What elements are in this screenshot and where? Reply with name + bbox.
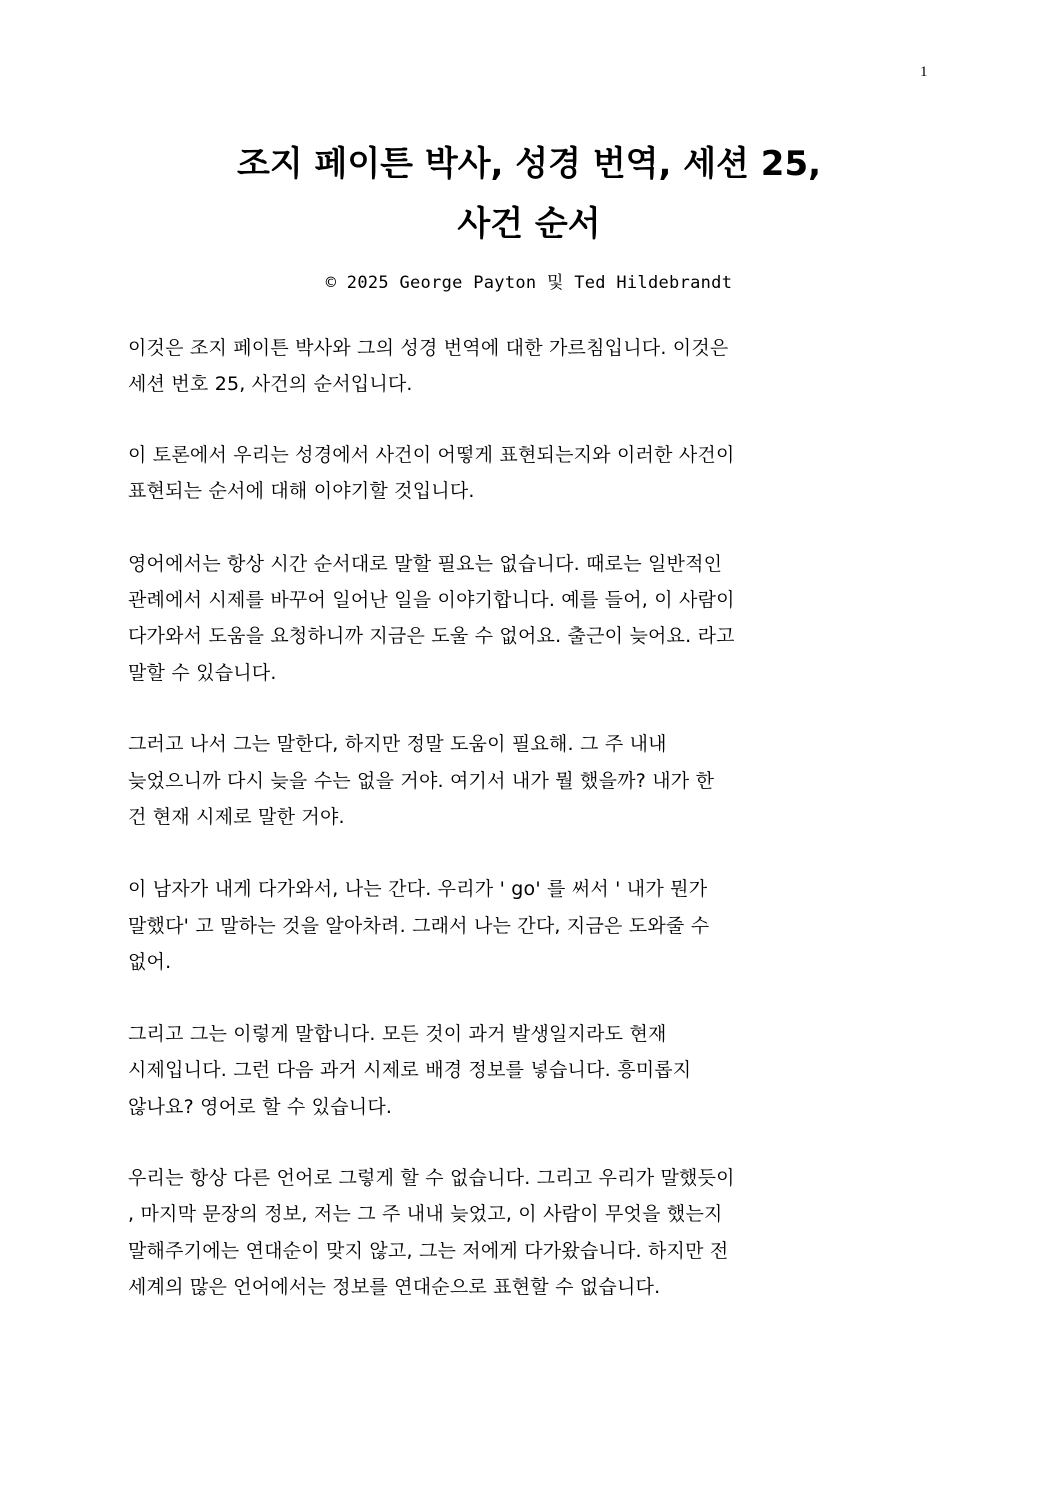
title-line-1: 조지 페이튼 박사, 성경 번역, 세션 25, — [236, 144, 822, 184]
paragraph — [128, 726, 928, 835]
paragraph — [128, 330, 928, 403]
paragraph — [128, 546, 928, 692]
paragraph-line: 건 현재 시제로 말한 거야. — [128, 806, 345, 829]
paragraph-line: 늦었으니까 다시 늦을 수는 없을 거야. 여기서 내가 뭘 했을까? 내가 한 — [128, 769, 715, 792]
paragraph-line: 시제입니다. 그런 다음 과거 시제로 배경 정보를 넣습니다. 흥미롭지 — [128, 1059, 692, 1082]
paragraph-line: 이 토론에서 우리는 성경에서 사건이 어떻게 표현되는지와 이러한 사건이 — [128, 443, 735, 466]
paragraph-line: 세션 번호 25, 사건의 순서입니다. — [128, 373, 413, 396]
paragraph-line: 표현되는 순서에 대해 이야기할 것입니다. — [128, 480, 475, 503]
paragraph-line: 영어에서는 항상 시간 순서대로 말할 필요는 없습니다. 때로는 일반적인 — [128, 552, 723, 575]
paragraph — [128, 1160, 928, 1306]
paragraph-line: 말했다' 고 말하는 것을 알아차려. 그래서 나는 간다, 지금은 도와줄 수 — [128, 914, 710, 937]
document-title — [90, 134, 968, 254]
paragraph — [128, 1016, 928, 1125]
paragraph-line: 이 남자가 내게 다가와서, 나는 간다. 우리가 ' go' 를 써서 ' 내가 뭔가 — [128, 878, 708, 901]
title-line-2: 사건 순서 — [457, 204, 601, 244]
paragraph-line: 않나요? 영어로 할 수 있습니다. — [128, 1095, 393, 1118]
paragraph-line: 다가와서 도움을 요청하니까 지금은 도울 수 없어요. 출근이 늦어요. 라고 — [128, 625, 735, 648]
paragraph-line: , 마지막 문장의 정보, 저는 그 주 내내 늦었고, 이 사람이 무엇을 했는지 — [128, 1203, 723, 1226]
page-number: 1 — [920, 64, 928, 80]
paragraph-line: 우리는 항상 다른 언어로 그렇게 할 수 없습니다. 그리고 우리가 말했듯이 — [128, 1166, 735, 1189]
paragraph-line: 말해주기에는 연대순이 맞지 않고, 그는 저에게 다가왔습니다. 하지만 전 — [128, 1239, 729, 1262]
paragraph — [128, 871, 928, 980]
paragraph-line: 그리고 그는 이렇게 말합니다. 모든 것이 과거 발생일지라도 현재 — [128, 1022, 667, 1045]
paragraph-line: 없어. — [128, 951, 172, 974]
document-body — [128, 330, 928, 1332]
paragraph-line: 세계의 많은 언어에서는 정보를 연대순으로 표현할 수 없습니다. — [128, 1276, 661, 1299]
copyright-notice: © 2025 George Payton 및 Ted Hildebrandt — [325, 273, 733, 293]
paragraph-line: 관례에서 시제를 바꾸어 일어난 일을 이야기합니다. 예를 들어, 이 사람이 — [128, 589, 735, 612]
paragraph-line: 그러고 나서 그는 말한다, 하지만 정말 도움이 필요해. 그 주 내내 — [128, 733, 667, 756]
paragraph-line: 이것은 조지 페이튼 박사와 그의 성경 번역에 대한 가르침입니다. 이것은 — [128, 337, 729, 359]
paragraph-line: 말할 수 있습니다. — [128, 661, 277, 684]
paragraph — [128, 437, 928, 510]
